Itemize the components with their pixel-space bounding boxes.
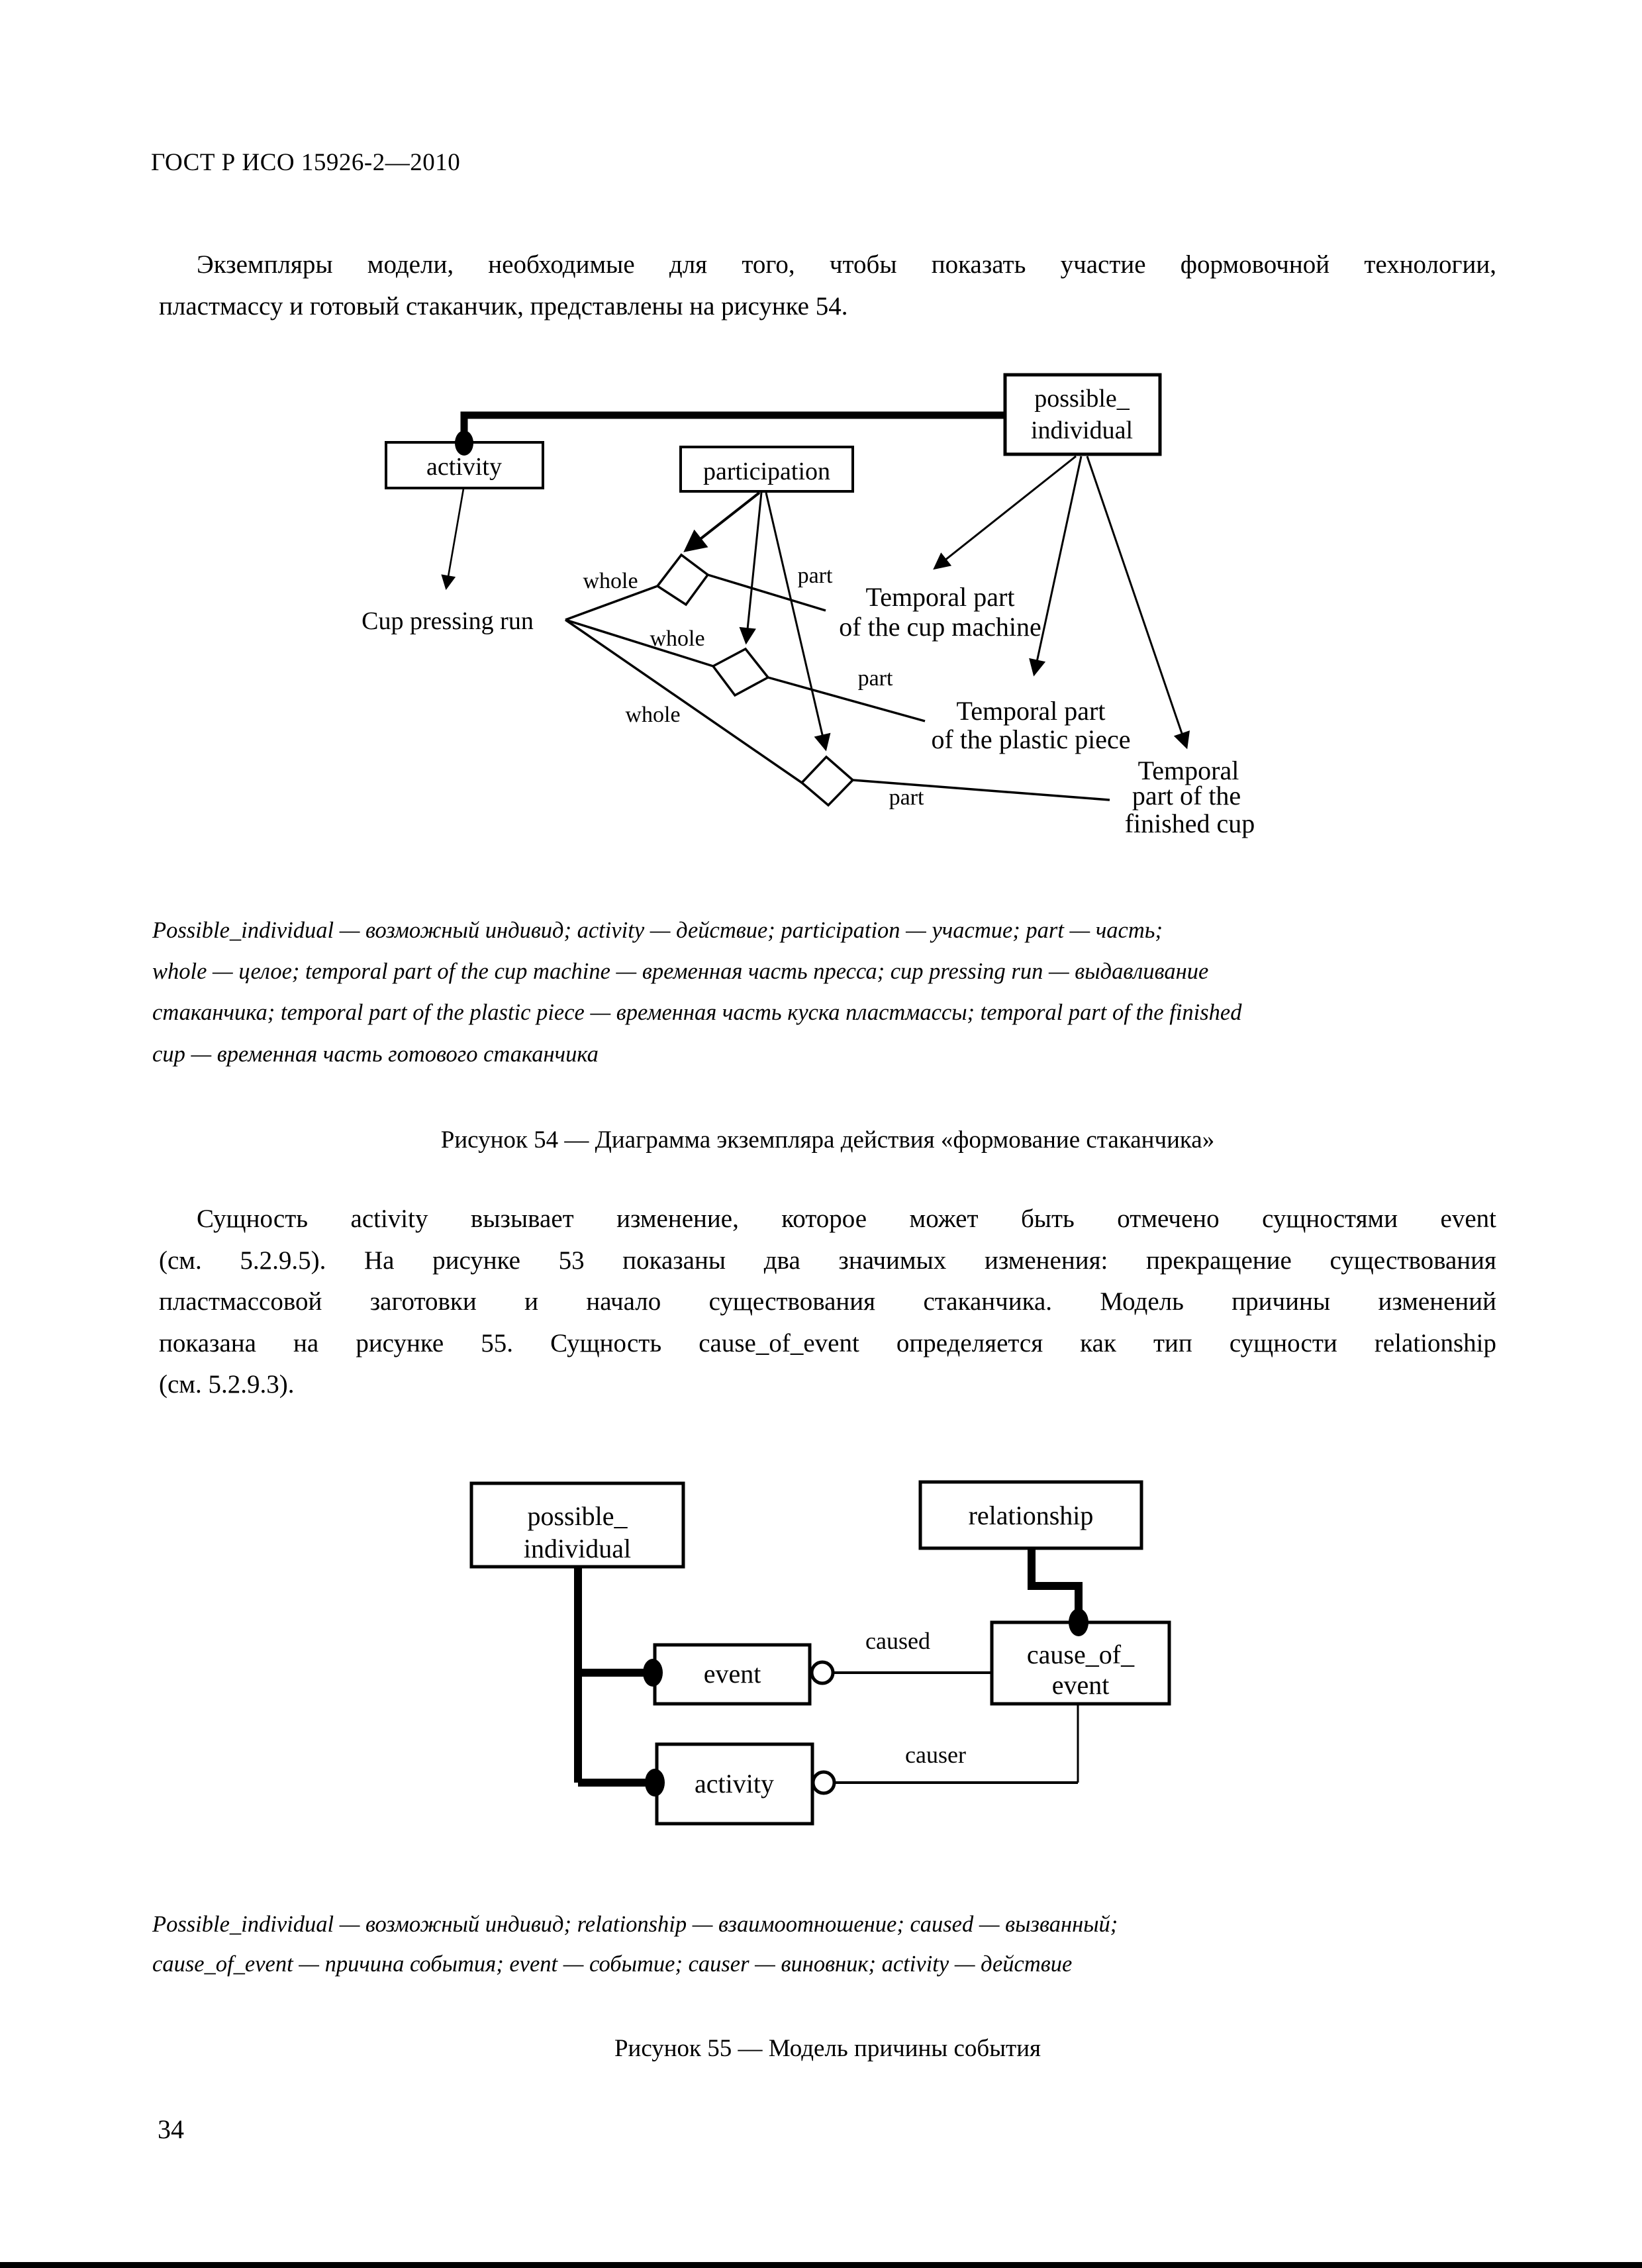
fig54-legend-line: Possible_individual — возможный индивид; activity — действие; participation — участие; part — часть; [152, 918, 1163, 943]
fig54-finished-cup-label: Temporal [1137, 756, 1239, 785]
fig54-part-label-1: part [797, 564, 833, 588]
main-paragraph-line: Сущность activity вызывает изменение, которое может быть отмечено сущностями event [197, 1205, 1496, 1233]
fig55-possible-individual-label: individual [523, 1534, 632, 1563]
fig55-activity-label: activity [695, 1769, 774, 1799]
fig55-caption: Рисунок 55 — Модель причины события [614, 2035, 1041, 2062]
intro-paragraph-line: пластмассу и готовый стаканчик, представлены на рисунке 54. [159, 292, 848, 320]
fig54-composition-diamond-2 [713, 649, 768, 695]
fig54-plastic-piece-label: of the plastic piece [931, 724, 1131, 754]
fig54-finished-cup-label: part of the [1132, 781, 1241, 811]
fig55-cause-of-event-label: cause_of_ [1026, 1640, 1135, 1669]
fig54-arrow-participation-to-diamond1 [686, 493, 759, 550]
fig55-relationship-label: relationship [968, 1501, 1094, 1530]
main-paragraph-line: пластмассовой заготовки и начало существования стаканчика. Модель причины изменений [159, 1287, 1496, 1316]
fig54-caption: Рисунок 54 — Диаграмма экземпляра действия «формование стаканчика» [440, 1126, 1215, 1154]
fig54-whole-label-3: whole [625, 703, 681, 727]
fig54-plastic-piece-label: Temporal part [956, 696, 1106, 726]
main-paragraph-line: показана на рисунке 55. Сущность cause_of_event определяется как тип сущности relationship [159, 1329, 1496, 1357]
figure-54-diagram [298, 358, 1324, 907]
fig54-legend-line: whole — целое; temporal part of the cup machine — временная часть пресса; cup pressing run — выдавливание [152, 959, 1209, 984]
fig55-caused-label: caused [865, 1628, 930, 1654]
main-paragraph-line: (см. 5.2.9.5). На рисунке 53 показаны два значимых изменения: прекращение существования [159, 1246, 1496, 1275]
fig55-relationship-connector [1032, 1548, 1079, 1618]
fig55-event-label: event [703, 1659, 761, 1689]
fig54-supertype-connector [464, 415, 1005, 438]
fig54-legend-line: cup — временная часть готового стаканчика [152, 1042, 599, 1067]
fig54-part-line-2 [768, 677, 925, 721]
fig55-legend-line: Possible_individual — возможный индивид; relationship — взаимоотношение; caused — вызванный; [152, 1912, 1118, 1937]
fig55-causer-label: causer [905, 1742, 966, 1768]
figure-55-diagram [430, 1457, 1225, 1861]
fig54-cup-pressing-run-label: Cup pressing run [362, 607, 534, 635]
page-number: 34 [158, 2114, 184, 2144]
fig54-whole-label-2: whole [650, 626, 705, 651]
intro-paragraph-line: Экземпляры модели, необходимые для того, чтобы показать участие формовочной технологии, [197, 250, 1496, 279]
fig54-participation-label: participation [702, 458, 831, 485]
fig54-activity-label: activity [426, 453, 502, 481]
page-header: ГОСТ Р ИСО 15926-2—2010 [151, 149, 461, 176]
fig54-legend-line: стаканчика; temporal part of the plastic piece — временная часть куска пластмассы; temporal part of the finished [152, 1000, 1242, 1025]
fig55-subtype-ball-event [643, 1659, 663, 1687]
fig54-possible-individual-label: possible_ [1034, 385, 1130, 413]
main-paragraph-line: (см. 5.2.9.3). [159, 1370, 295, 1399]
fig55-legend-line: cause_of_event — причина события; event — событие; causer — виновник; activity — действие [152, 1951, 1073, 1977]
fig55-caused-circle [812, 1662, 833, 1683]
fig54-part-label-2: part [857, 666, 893, 691]
fig55-possible-individual-label: possible_ [527, 1501, 628, 1531]
fig54-arrow-pi-to-cup-machine [935, 456, 1076, 568]
fig54-part-label-3: part [889, 785, 924, 810]
fig54-whole-label-1: whole [583, 569, 638, 593]
fig54-cup-machine-label: of the cup machine [839, 612, 1041, 642]
fig54-cup-machine-label: Temporal part [865, 582, 1015, 612]
fig55-subtype-ball-activity [645, 1769, 665, 1797]
fig54-subtype-ball [455, 430, 473, 456]
fig55-subtype-ball-cause-of-event [1069, 1608, 1088, 1636]
fig54-arrow-participation-to-diamond3 [766, 493, 826, 749]
fig54-finished-cup-label: finished cup [1124, 809, 1255, 838]
fig55-cause-of-event-label: event [1051, 1670, 1110, 1700]
fig54-composition-diamond-1 [657, 555, 708, 605]
fig54-arrow-participation-to-diamond2 [746, 493, 761, 642]
fig55-causer-circle [813, 1772, 834, 1793]
fig54-composition-diamond-3 [802, 757, 853, 805]
fig54-possible-individual-label: individual [1030, 417, 1134, 444]
scan-edge-bar [0, 2262, 1642, 2268]
fig54-arrow-activity-to-cup-pressing-run [446, 489, 463, 588]
